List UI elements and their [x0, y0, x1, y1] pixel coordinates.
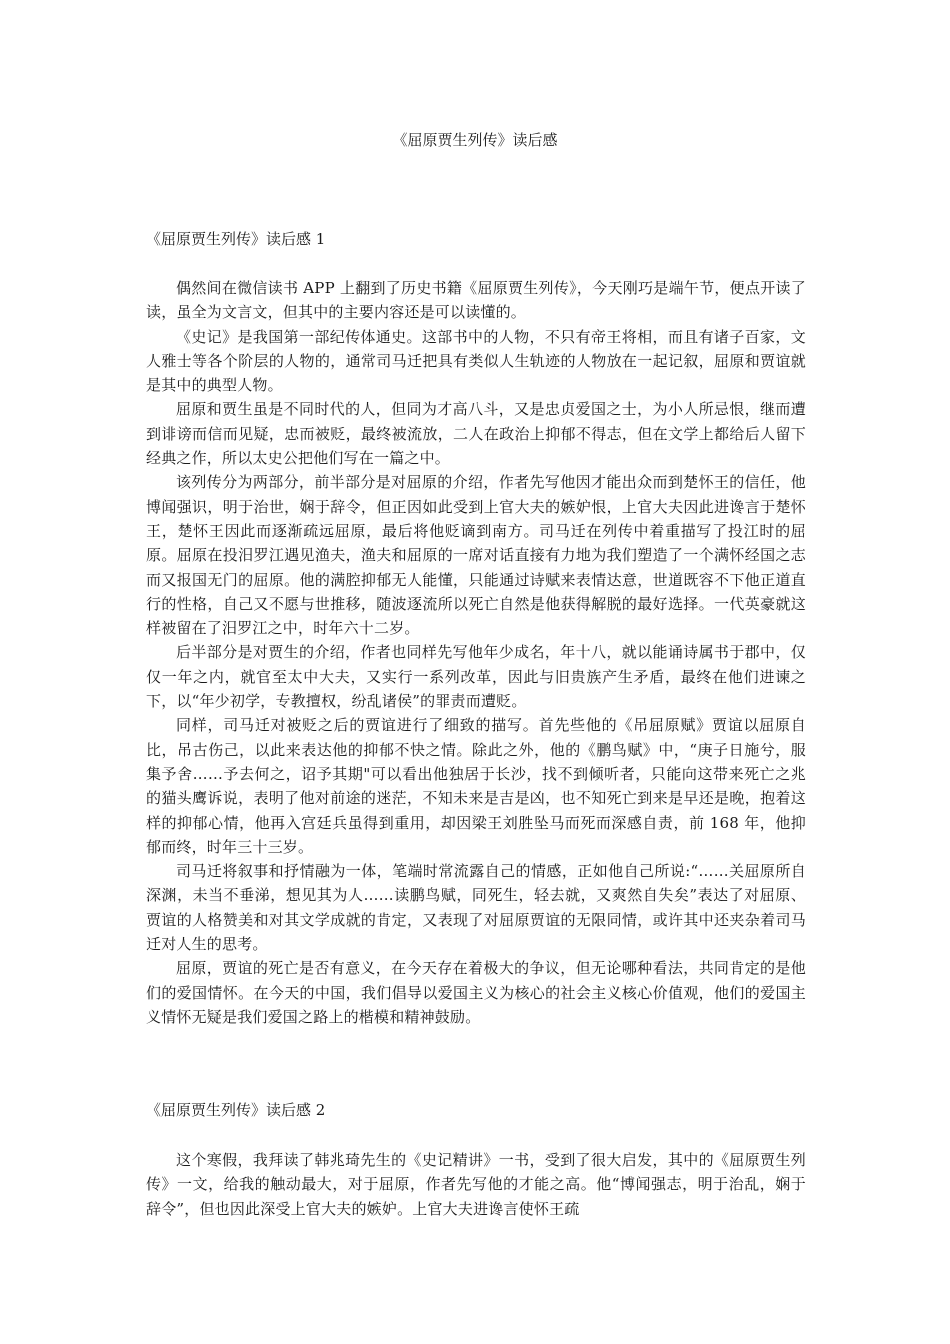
document-title: 《屈原贾生列传》读后感	[392, 131, 558, 149]
paragraph: 司马迁将叙事和抒情融为一体，笔端时常流露自己的情感，正如他自己所说:“……关屈原所自深渊，未当不垂涕，想见其为人……读鹏鸟赋，同死生，轻去就，又爽然自失矣”表达了对屈原、贾谊的人格赞美和对其文学成就的肯定，又表现了对屈原贾谊的无限同情，或许其中还夹杂着司马迁对人生的思考。	[146, 862, 806, 954]
paragraph: 《史记》是我国第一部纪传体通史。这部书中的人物，不只有帝王将相，而且有诸子百家，文人雅士等各个阶层的人物的，通常司马迁把具有类似人生轨迹的人物放在一起记叙，屈原和贾谊就是其中的典型人物。	[146, 327, 806, 395]
section-body	[146, 1148, 806, 1221]
paragraph: 该列传分为两部分，前半部分是对屈原的介绍，作者先写他因才能出众而到楚怀王的信任，他博闻强识，明于治世，娴于辞令，但正因如此受到上官大夫的嫉妒恨，上官大夫因此进谗言于楚怀王，楚怀王因此而逐渐疏远屈原，最后将他贬谪到南方。司马迁在列传中着重描写了投江时的屈原。屈原在投汨罗江遇见渔夫，渔夫和屈原的一席对话直接有力地为我们塑造了一个满怀经国之志而又报国无门的屈原。他的满腔抑郁无人能懂，只能通过诗赋来表情达意，世道既容不下他正道直行的性格，自己又不愿与世推移，随波逐流所以死亡自然是他获得解脱的最好选择。一代英豪就这样被留在了汨罗江之中，时年六十二岁。	[146, 473, 806, 638]
paragraph: 这个寒假，我拜读了韩兆琦先生的《史记精讲》一书，受到了很大启发，其中的《屈原贾生列传》一文，给我的触动最大，对于屈原，作者先写他的才能之高。他“博闻强志，明于治乱，娴于辞令”，但也因此深受上官大夫的嫉妒。上官大夫进谗言使怀王疏	[146, 1151, 806, 1218]
paragraph: 屈原，贾谊的死亡是否有意义，在今天存在着极大的争议，但无论哪种看法，共同肯定的是他们的爱国情怀。在今天的中国，我们倡导以爱国主义为核心的社会主义核心价值观，他们的爱国主义情怀无疑是我们爱国之路上的楷模和精神鼓励。	[146, 959, 806, 1026]
paragraph: 偶然间在微信读书 APP 上翻到了历史书籍《屈原贾生列传》，今天刚巧是端午节，便点开读了读，虽全为文言文，但其中的主要内容还是可以读懂的。	[146, 279, 806, 322]
paragraph: 屈原和贾生虽是不同时代的人，但同为才高八斗，又是忠贞爱国之士，为小人所忌恨，继而遭到诽谤而信而见疑，忠而被贬，最终被流放，二人在政治上抑郁不得志，但在文学上都给后人留下经典之作，所以太史公把他们写在一篇之中。	[146, 400, 806, 468]
section-heading: 《屈原贾生列传》读后感 2	[146, 1101, 326, 1119]
section-heading: 《屈原贾生列传》读后感 1	[146, 230, 326, 248]
paragraph: 后半部分是对贾生的介绍，作者也同样先写他年少成名，年十八，就以能诵诗属书于郡中，仅仅一年之内，就官至太中大夫，又实行一系列改革，因此与旧贵族产生矛盾，最终在他们进谏之下，以“年少初学，专教擅权，纷乱诸侯”的罪责而遭贬。	[146, 643, 806, 711]
paragraph: 同样，司马迁对被贬之后的贾谊进行了细致的描写。首先些他的《吊屈原赋》贾谊以屈原自比，吊古伤己，以此来表达他的抑郁不快之情。除此之外，他的《鹏鸟赋》中，“庚子日施兮，服集予舍……予去何之，诏予其期"可以看出他独居于长沙，找不到倾听者，只能向这带来死亡之兆的猫头鹰诉说，表明了他对前途的迷茫，不知未来是吉是凶，也不知死亡到来是早还是晚，抱着这样的抑郁心情，他再入宫廷兵虽得到重用，却因梁王刘胜坠马而死而深感自责，前 168 年，他抑郁而终，时年三十三岁。	[146, 716, 806, 856]
section-body	[146, 276, 806, 1029]
